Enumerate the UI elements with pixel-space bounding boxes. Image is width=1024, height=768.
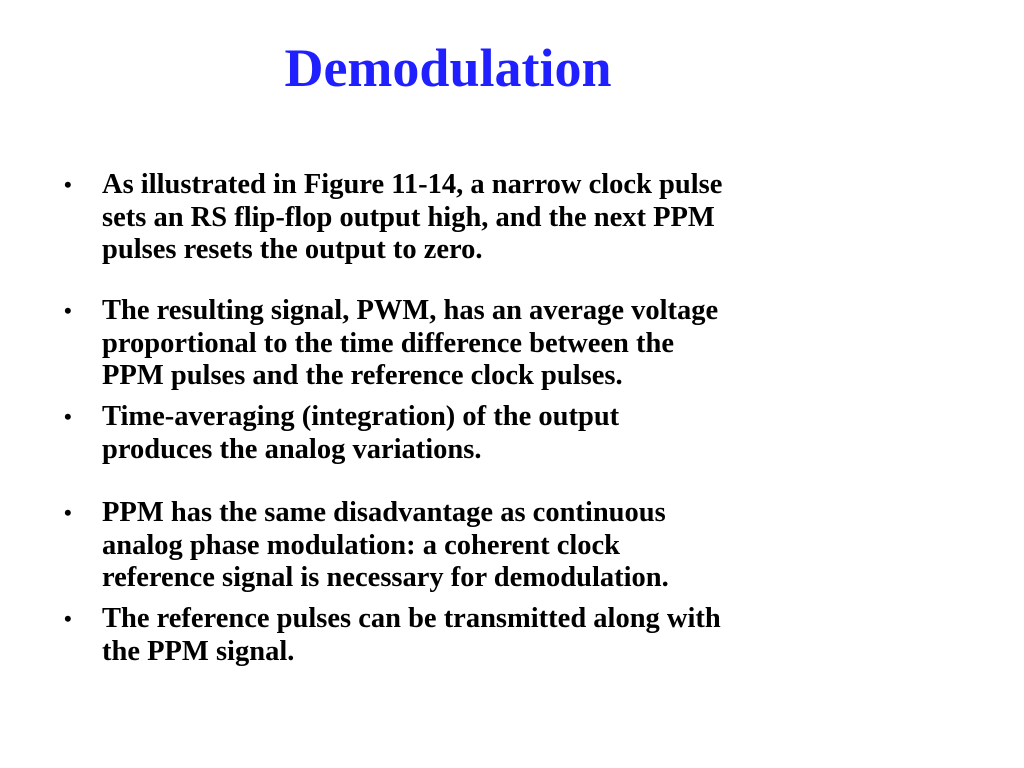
bullet-text: The reference pulses can be transmitted along with the PPM signal. bbox=[102, 603, 721, 667]
bullet-text: Time-averaging (integration) of the output produces the analog variations. bbox=[102, 401, 620, 465]
bullet-text: As illustrated in Figure 11-14, a narrow clock pulse sets an RS flip-flop output high, and the next PPM pulses resets the output to zero. bbox=[102, 169, 723, 265]
slide-title: Demodulation bbox=[284, 38, 612, 98]
bullet-dot-icon: • bbox=[64, 606, 72, 631]
bullet-item bbox=[64, 295, 864, 393]
bullet-text: The resulting signal, PWM, has an average voltage proportional to the time difference between the PPM pulses and the reference clock pulses. bbox=[102, 295, 719, 391]
bullet-dot-icon: • bbox=[64, 500, 72, 525]
bullet-dot-icon: • bbox=[64, 298, 72, 323]
bullet-item bbox=[64, 497, 864, 595]
bullet-item bbox=[64, 603, 864, 668]
bullet-text: PPM has the same disadvantage as continuous analog phase modulation: a coherent clock reference signal is necessary for demodulation. bbox=[102, 497, 669, 593]
bullet-dot-icon: • bbox=[64, 404, 72, 429]
bullet-item bbox=[64, 169, 864, 267]
bullet-item bbox=[64, 401, 864, 466]
bullet-dot-icon: • bbox=[64, 172, 72, 197]
